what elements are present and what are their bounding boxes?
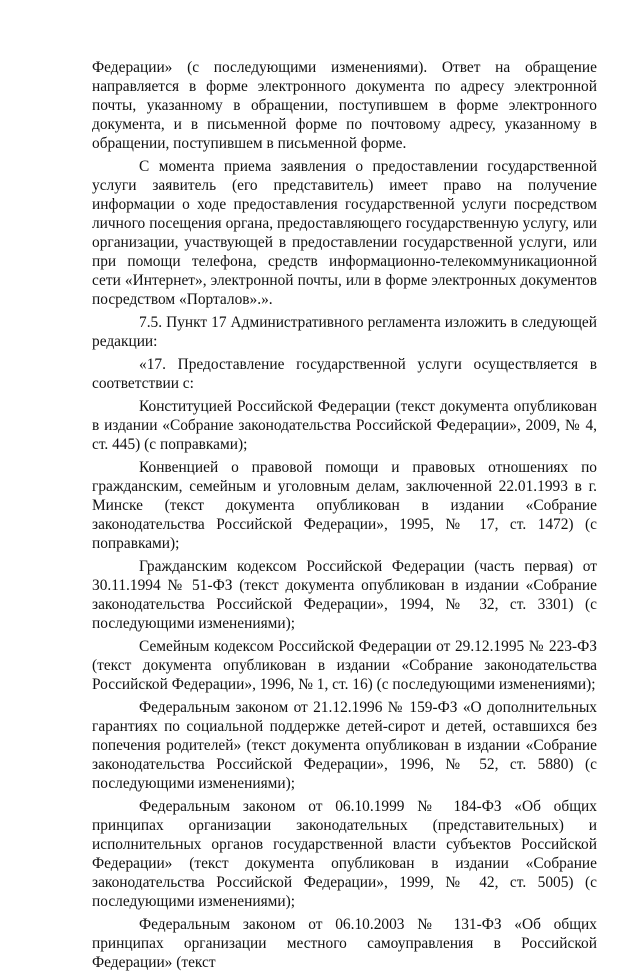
paragraph-law-159: Федеральным законом от 21.12.1996 № 159-ФЗ «О дополнительных гарантиях по социальной поддержке детей-сирот и детей, оставшихся без попечения родителей» (текст документа опубликован в издании «Собрание законодательства Российской Федерации», 1996, № 52, ст. 5880) (с последующими изменениями);	[92, 699, 597, 792]
paragraph-item-17-intro: «17. Предоставление государственной услуги осуществляется в соответствии с:	[92, 356, 597, 392]
paragraph-minsk-convention: Конвенцией о правовой помощи и правовых отношениях по гражданским, семейным и уголовным делам, заключенной 22.01.1993 в г. Минске (текст документа опубликован в издании «Собрание законодательства Российской Федерации», 1995, № 17, ст. 1472) (с поправками);	[92, 459, 597, 552]
paragraph-law-184: Федеральным законом от 06.10.1999 № 184-ФЗ «Об общих принципах организации законодательных (представительных) и исполнительных органов государственной власти субъектов Российской Федерации» (текст документа опубликован в издании «Собрание законодательства Российской Федерации», 1999, № 42, ст. 5005) (с последующими изменениями);	[92, 798, 597, 910]
paragraph-civil-code: Гражданским кодексом Российской Федерации (часть первая) от 30.11.1994 № 51-ФЗ (текст документа опубликован в издании «Собрание законодательства Российской Федерации», 1994, № 32, ст. 3301) (с последующими изменениями);	[92, 558, 597, 632]
paragraph-family-code: Семейным кодексом Российской Федерации от 29.12.1995 № 223-ФЗ (текст документа опубликован в издании «Собрание законодательства Российской Федерации», 1996, № 1, ст. 16) (с последующими изменениями);	[92, 638, 597, 693]
paragraph-status-info-right: С момента приема заявления о предоставлении государственной услуги заявитель (его представитель) имеет право на получение информации о ходе предоставления государственной услуги посредством личного посещения органа, предоставляющего государственную услугу, или организации, участвующей в предоставлении государственной услуги, или при помощи телефона, средств информационно-телекоммуникационной сети «Интернет», электронной почты, или в форме электронных документов посредством «Порталов».».	[92, 158, 597, 308]
paragraph-constitution: Конституцией Российской Федерации (текст документа опубликован в издании «Собрание законодательства Российской Федерации», 2009, № 4, ст. 445) (с поправками);	[92, 398, 597, 453]
document-page	[92, 58, 597, 976]
paragraph-response-method: Федерации» (с последующими изменениями). Ответ на обращение направляется в форме электронного документа по адресу электронной почты, указанному в обращении, поступившем в форме электронного документа, и в письменной форме по почтовому адресу, указанному в обращении, поступившем в письменной форме.	[92, 59, 597, 152]
paragraph-law-131: Федеральным законом от 06.10.2003 № 131-ФЗ «Об общих принципах организации местного самоуправления в Российской Федерации» (текст	[92, 916, 597, 971]
paragraph-item-7-5: 7.5. Пункт 17 Административного регламента изложить в следующей редакции:	[92, 314, 597, 350]
